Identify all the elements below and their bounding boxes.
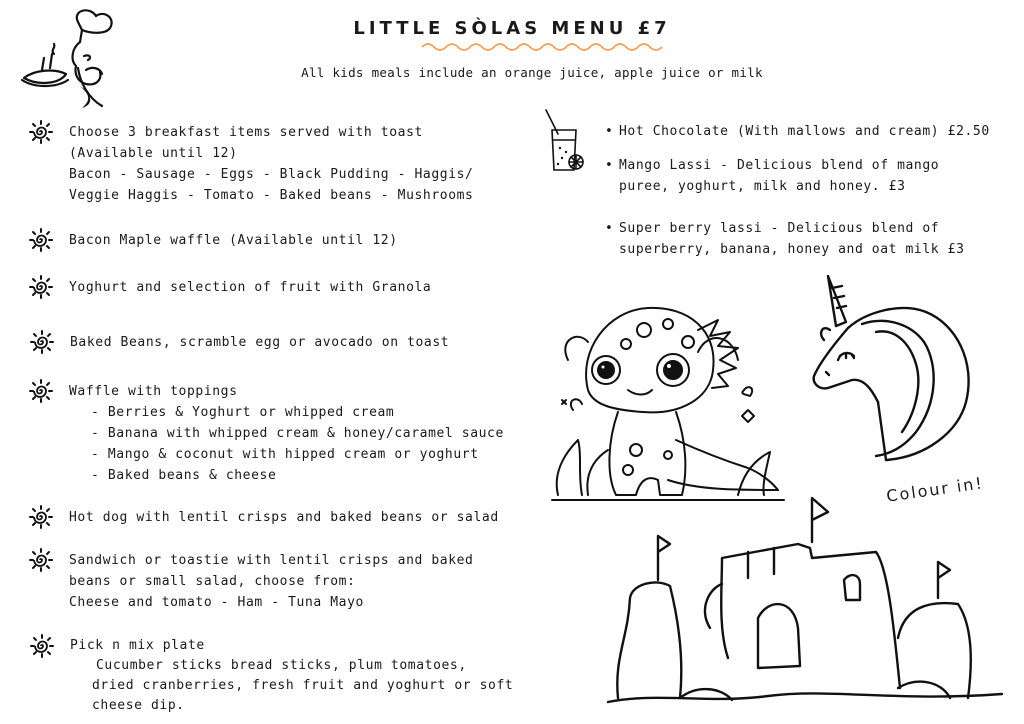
drink-line: Super berry lassi - Delicious blend of [619, 221, 940, 236]
drink-line: superberry, banana, honey and oat milk £3 [619, 242, 965, 257]
menu-subtitle: All kids meals include an orange juice, apple juice or milk [301, 65, 763, 80]
item-line: Choose 3 breakfast items served with toast [69, 125, 423, 140]
item-line: Waffle with toppings [69, 384, 238, 399]
spiral-bullet-icon [29, 379, 53, 403]
item-line: Yoghurt and selection of fruit with Granola [69, 280, 432, 295]
menu-item-hot-dog [69, 507, 499, 528]
spiral-bullet-icon [29, 228, 53, 252]
unicorn-illustration [806, 272, 978, 462]
item-line: Pick n mix plate [70, 638, 205, 653]
bullet-dot-icon: • [605, 158, 614, 173]
menu-item-waffle-bacon [69, 230, 398, 251]
drink-super-berry-lassi [605, 218, 965, 260]
spiral-bullet-icon [30, 330, 54, 354]
spiral-bullet-icon [29, 505, 53, 529]
spiral-bullet-icon [29, 275, 53, 299]
menu-title: LITTLE SÒLAS MENU £7 [353, 18, 671, 39]
topping-option: - Berries & Yoghurt or whipped cream [91, 405, 395, 420]
item-line: Cheese and tomato - Ham - Tuna Mayo [69, 595, 364, 610]
item-detail: cheese dip. [92, 698, 185, 713]
item-line: beans or small salad, choose from: [69, 574, 356, 589]
item-line: Hot dog with lentil crisps and baked beans or salad [69, 510, 499, 525]
item-line: (Available until 12) [69, 146, 238, 161]
menu-item-waffle-toppings [69, 381, 504, 486]
item-line: Sandwich or toastie with lentil crisps and baked [69, 553, 474, 568]
item-line: Bacon - Sausage - Eggs - Black Pudding - Haggis/ [69, 167, 474, 182]
menu-item-breakfast [69, 122, 473, 206]
spiral-bullet-icon [29, 120, 53, 144]
menu-item-yoghurt [69, 277, 431, 298]
drink-line: Hot Chocolate (With mallows and cream) £2.50 [619, 124, 990, 139]
item-line: Veggie Haggis - Tomato - Baked beans - Mushrooms [69, 188, 474, 203]
topping-option: - Baked beans & cheese [91, 468, 277, 483]
bullet-dot-icon: • [605, 221, 614, 236]
spiral-bullet-icon [30, 634, 54, 658]
colour-in-caption: Colour in! [885, 473, 985, 506]
item-detail: dried cranberries, fresh fruit and yoghurt or soft [92, 678, 514, 693]
title-wave-divider [420, 41, 668, 53]
item-line: Baked Beans, scramble egg or avocado on toast [70, 335, 450, 350]
sandcastle-illustration [598, 488, 1012, 714]
item-detail: Cucumber sticks bread sticks, plum tomatoes, [96, 658, 467, 673]
drink-line: puree, yoghurt, milk and honey. £3 [619, 179, 906, 194]
spiral-bullet-icon [29, 548, 53, 572]
juice-glass-icon [540, 108, 588, 176]
menu-item-sandwich [69, 550, 473, 613]
item-line: Bacon Maple waffle (Available until 12) [69, 233, 398, 248]
drink-mango-lassi [605, 155, 940, 197]
bullet-dot-icon: • [605, 124, 614, 139]
menu-item-pick-n-mix [70, 636, 513, 716]
drink-hot-chocolate [605, 121, 990, 142]
topping-option: - Banana with whipped cream & honey/caramel sauce [91, 426, 504, 441]
drink-line: Mango Lassi - Delicious blend of mango [619, 158, 940, 173]
topping-option: - Mango & coconut with hipped cream or yoghurt [91, 447, 479, 462]
menu-item-beans-toast [70, 332, 449, 353]
